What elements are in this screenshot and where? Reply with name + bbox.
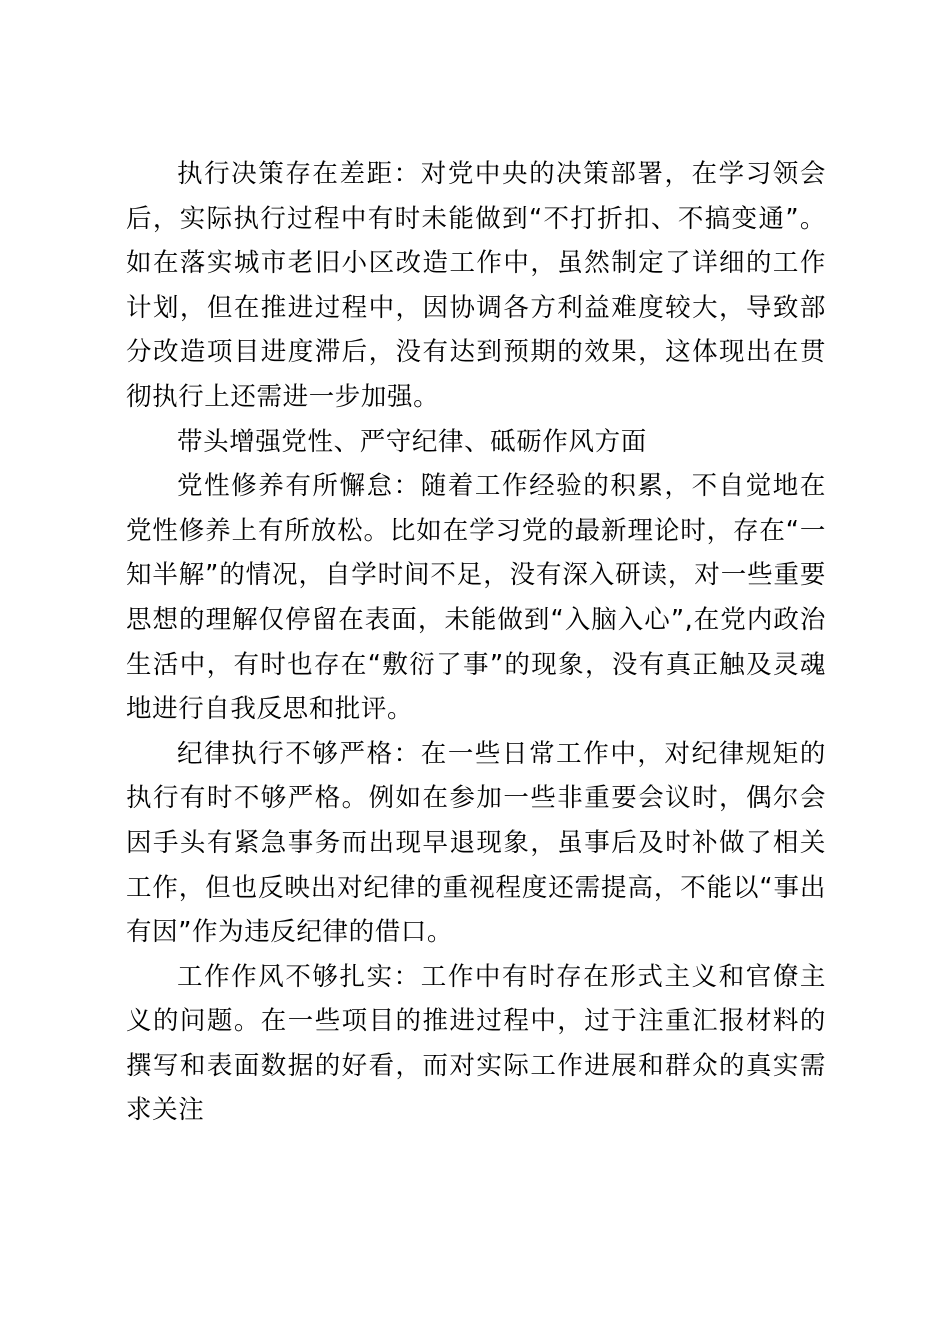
paragraph-discipline: 纪律执行不够严格：在一些日常工作中，对纪律规矩的执行有时不够严格。例如在参加一些非重要会议时，偶尔会因手头有紧急事务而出现早退现象，虽事后及时补做了相关工作，但也反映出对纪律的重视程度还需提高，不能以“事出有因”作为违反纪律的借口。 — [126, 738, 826, 948]
document-body — [126, 152, 826, 1133]
paragraph-execution-gap: 执行决策存在差距：对党中央的决策部署，在学习领会后，实际执行过程中有时未能做到“不打折扣、不搞变通”。如在落实城市老旧小区改造工作中，虽然制定了详细的工作计划，但在推进过程中，因协调各方利益难度较大，导致部分改造项目进度滞后，没有达到预期的效果，这体现出在贯彻执行上还需进一步加强。 — [126, 159, 826, 412]
section-heading: 带头增强党性、严守纪律、砥砺作风方面 — [177, 426, 647, 457]
paragraph-party-cultivation: 党性修养有所懈怠：随着工作经验的积累，不自觉地在党性修养上有所放松。比如在学习党的最新理论时，存在“一知半解”的情况，自学时间不足，没有深入研读，对一些重要思想的理解仅停留在表面，未能做到“入脑入心”,在党内政治生活中，有时也存在“敷衍了事”的现象，没有真正触及灵魂地进行自我反思和批评。 — [126, 471, 826, 725]
paragraph-work-style: 工作作风不够扎实：工作中有时存在形式主义和官僚主义的问题。在一些项目的推进过程中，过于注重汇报材料的撰写和表面数据的好看，而对实际工作进展和群众的真实需求关注 — [126, 961, 826, 1126]
